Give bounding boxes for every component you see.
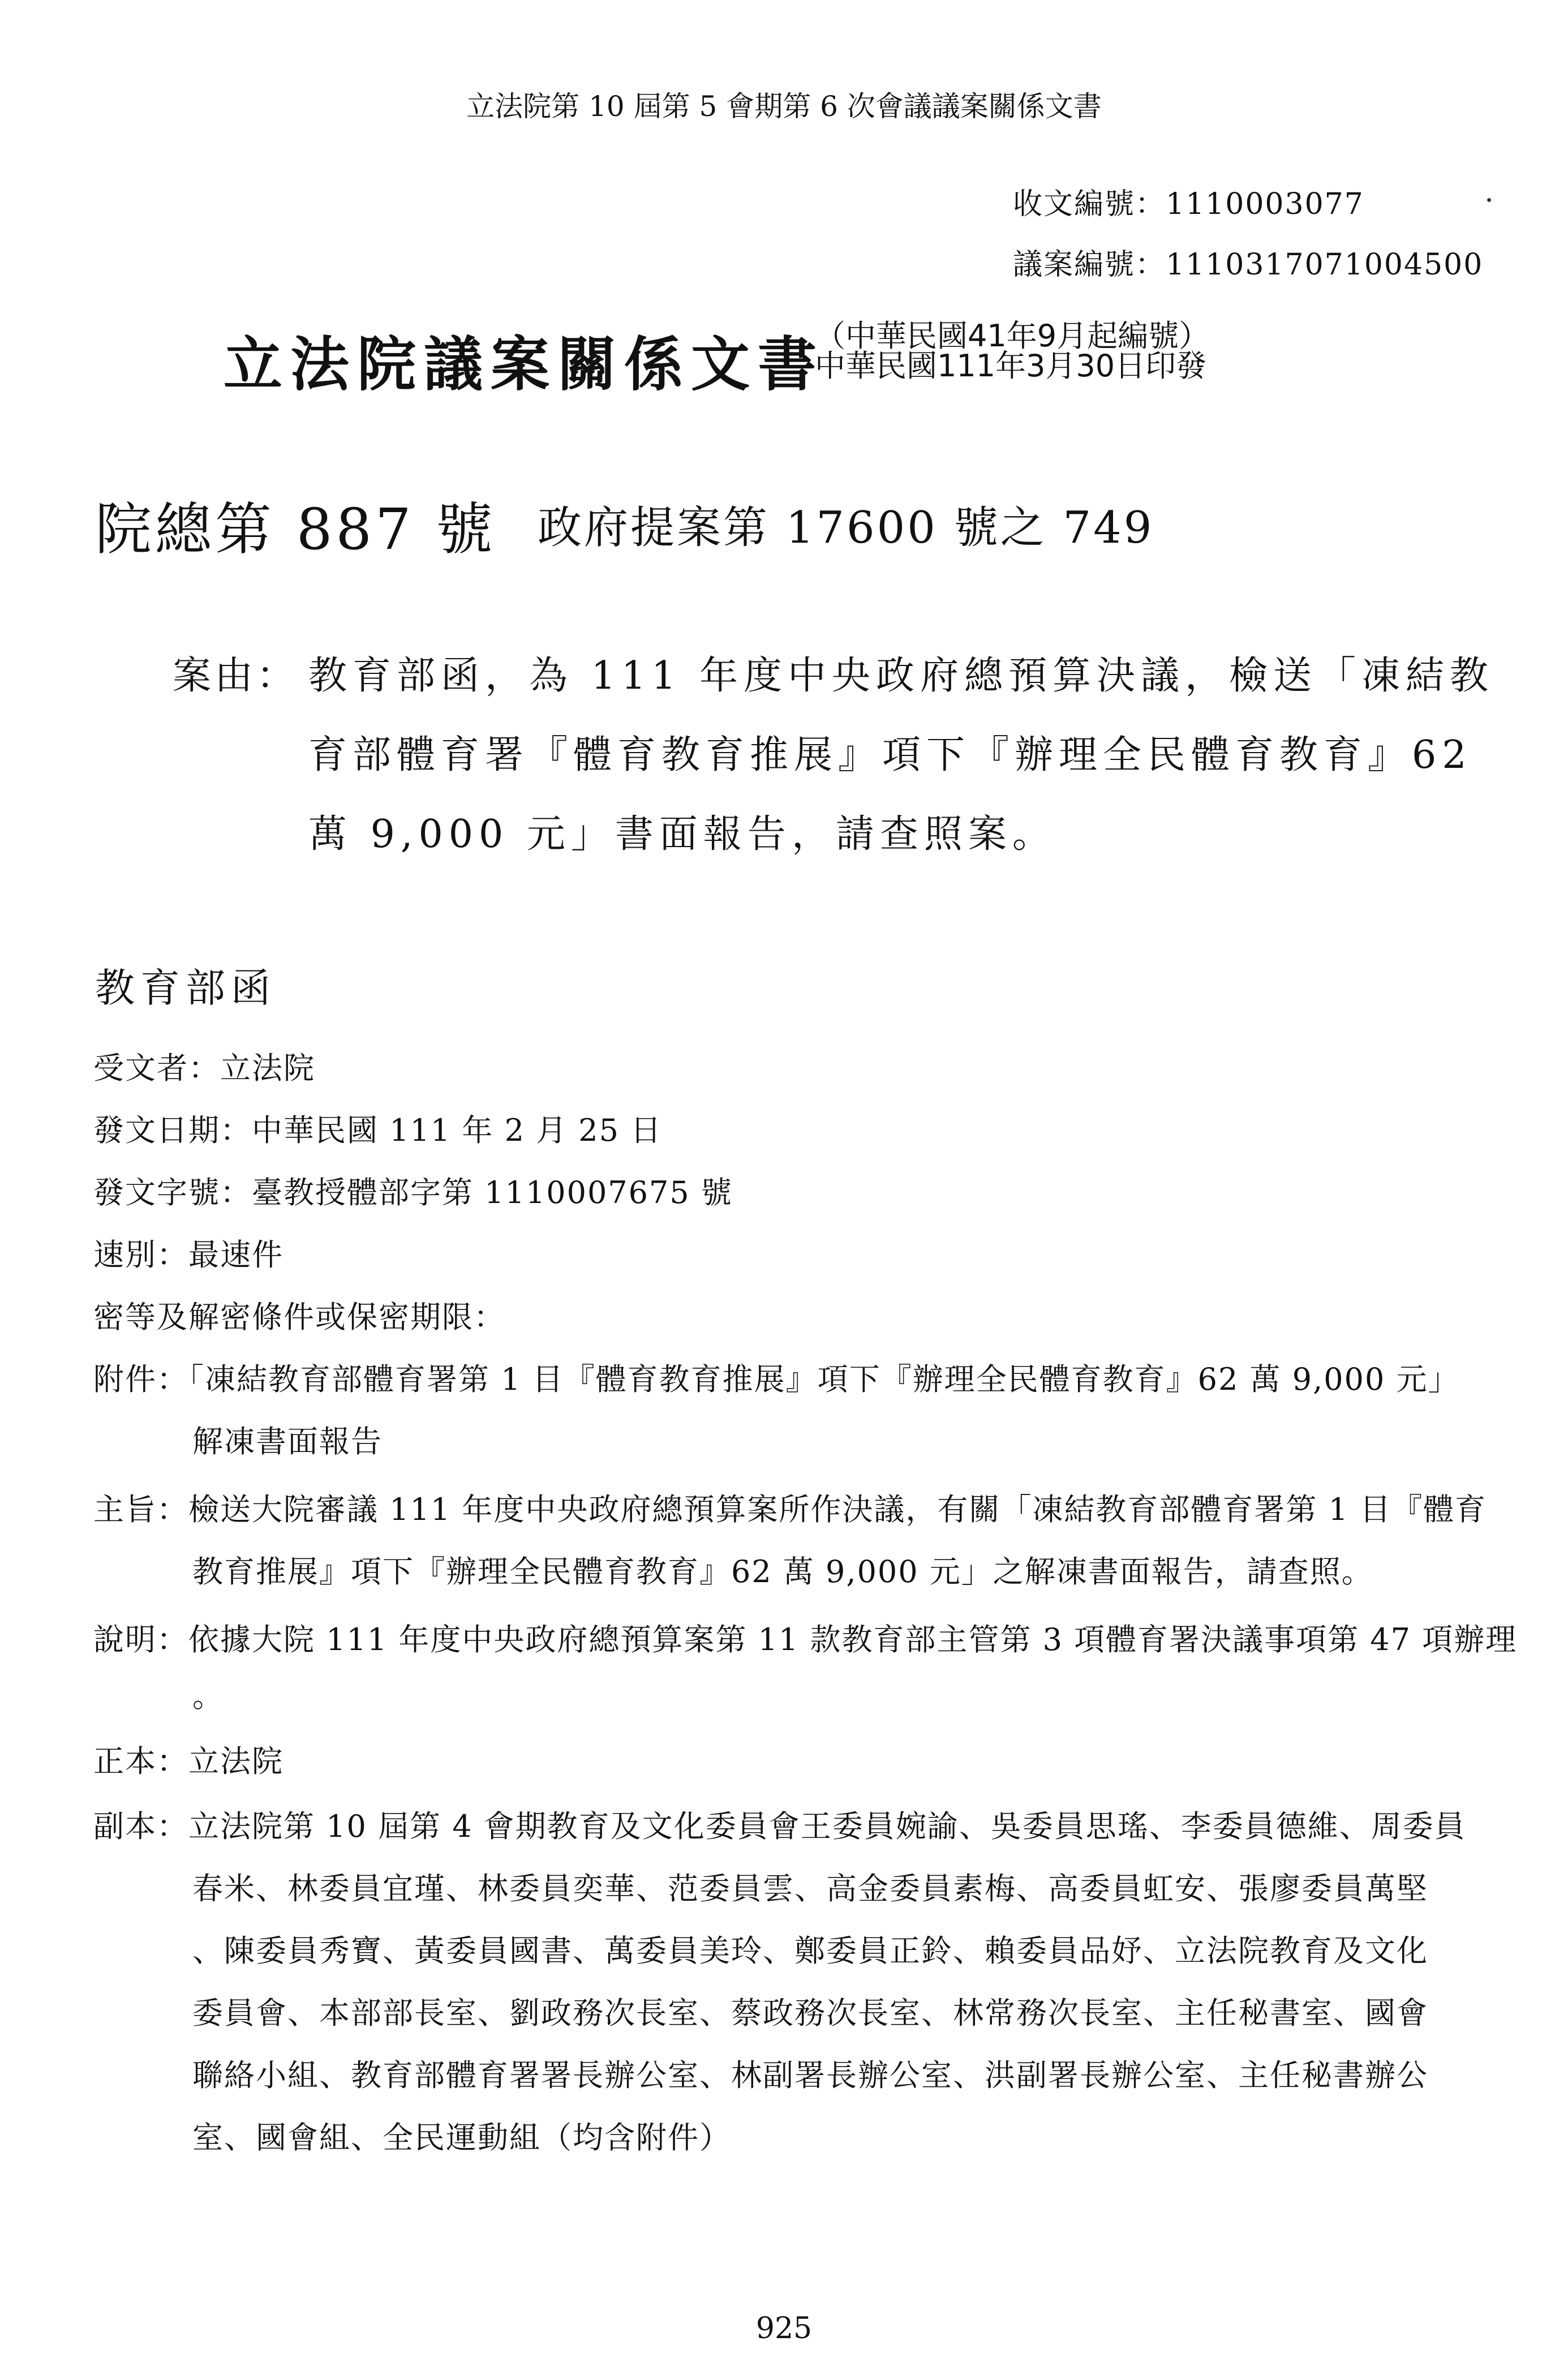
subject-line: 育部體育署『體育教育推展』項下『辦理全民體育教育』62 (308, 733, 1472, 777)
main-number: 院總第 887 號 (95, 496, 496, 562)
reference-number: 發文字號：臺教授體部字第 1110007675 號 (93, 1175, 733, 1210)
classification: 密等及解密條件或保密期限： (93, 1299, 505, 1335)
attachment: 附件：「凍結教育部體育署第 1 目『體育教育推展』項下『辦理全民體育教育』62 萬 9,000 元」 (93, 1361, 1460, 1397)
copy-recipients-continued: 委員會、本部部長室、劉政務次長室、蔡政務次長室、林常務次長室、主任秘書室、國會 (192, 1995, 1428, 2031)
attachment-continued: 解凍書面報告 (192, 1424, 383, 1459)
letter-heading: 教育部函 (95, 965, 276, 1011)
page-number: 925 (755, 2312, 813, 2345)
subject-label: 案由： (173, 654, 299, 698)
bill-number: 議案編號：1110317071004500 (1013, 248, 1484, 282)
scan-speck (1487, 198, 1491, 202)
copy-recipients-continued: 聯絡小組、教育部體育署署長辦公室、林副署長辦公室、洪副署長辦公室、主任秘書辦公 (192, 2057, 1428, 2093)
speed-category: 速別：最速件 (93, 1237, 283, 1273)
document-title: 立法院議案關係文書 (224, 330, 825, 399)
numbering-note: （中華民國41年9月起編號） (815, 318, 1210, 354)
copy-recipients-continued: 春米、林委員宜瑾、林委員奕華、范委員雲、高金委員素梅、高委員虹安、張廖委員萬堅 (192, 1871, 1428, 1906)
explanation: 說明：依據大院 111 年度中央政府總預算案第 11 款教育部主管第 3 項體育署決議事項第 47 項辦理 (93, 1622, 1518, 1657)
issue-date: 發文日期：中華民國 111 年 2 月 25 日 (93, 1112, 663, 1148)
recipient: 受文者：立法院 (93, 1050, 315, 1086)
page-header: 立法院第 10 屆第 5 會期第 6 次會議議案關係文書 (466, 90, 1102, 123)
copy-recipients-continued: 、陳委員秀寶、黃委員國書、萬委員美玲、鄭委員正鈴、賴委員品妤、立法院教育及文化 (192, 1933, 1428, 1969)
explanation-continued: 。 (192, 1678, 224, 1714)
subject-line: 教育部函，為 111 年度中央政府總預算決議，檢送「凍結教 (308, 654, 1494, 698)
purpose: 主旨：檢送大院審議 111 年度中央政府總預算案所作決議，有關「凍結教育部體育署第 1 目『體育 (93, 1492, 1487, 1527)
print-date: 中華民國111年3月30日印發 (815, 348, 1207, 384)
government-bill-number: 政府提案第 17600 號之 749 (538, 502, 1154, 553)
purpose-continued: 教育推展』項下『辦理全民體育教育』62 萬 9,000 元」之解凍書面報告，請查照。 (192, 1554, 1373, 1590)
original-recipient: 正本：立法院 (93, 1743, 283, 1779)
subject-line: 萬 9,000 元」書面報告，請查照案。 (308, 812, 1056, 857)
copy-recipients: 副本：立法院第 10 屆第 4 會期教育及文化委員會王委員婉諭、吳委員思瑤、李委員德維、周委員 (93, 1808, 1466, 1844)
copy-recipients-continued: 室、國會組、全民運動組（均含附件） (192, 2120, 731, 2155)
receipt-number: 收文編號：1110003077 (1013, 187, 1364, 221)
